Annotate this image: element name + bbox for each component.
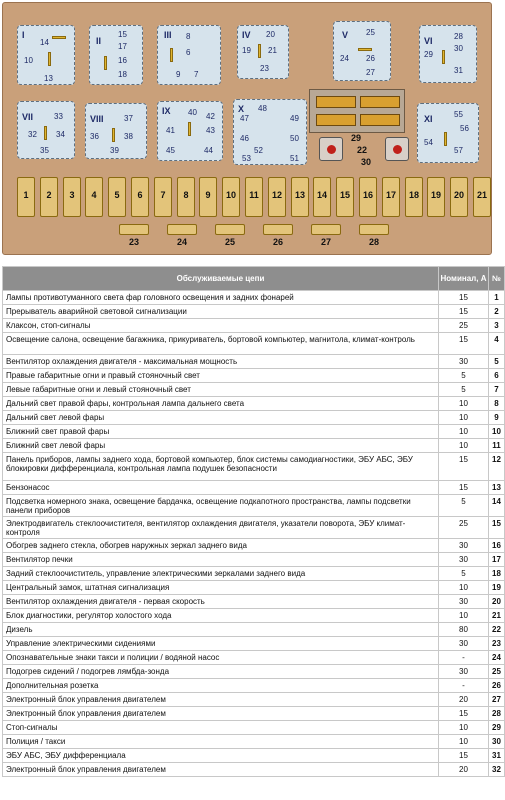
circuit-number: 30 <box>489 735 505 749</box>
circuit-nominal: 25 <box>439 319 489 333</box>
circuit-nominal: 15 <box>439 481 489 495</box>
circuit-nominal: 10 <box>439 721 489 735</box>
relay-label: II <box>96 36 102 46</box>
fuse-label: 7 <box>160 190 166 200</box>
circuit-nominal: 30 <box>439 355 489 369</box>
relay-label: XI <box>424 114 433 124</box>
circuit-number: 21 <box>489 609 505 623</box>
fuse-label: 5 <box>114 190 120 200</box>
relay-button <box>385 137 409 161</box>
circuit-number: 8 <box>489 397 505 411</box>
relay-label: IX <box>162 106 171 116</box>
circuit-number: 4 <box>489 333 505 355</box>
circuit-name: Дополнительная розетка <box>3 679 439 693</box>
fuse-label: 21 <box>476 190 487 200</box>
relay-2 <box>89 25 143 85</box>
relay-contact <box>52 36 66 39</box>
circuit-nominal: 10 <box>439 397 489 411</box>
circuit-name: Клаксон, стоп-сигналы <box>3 319 439 333</box>
table-row <box>3 453 505 481</box>
table-row <box>3 707 505 721</box>
circuit-nominal: 80 <box>439 623 489 637</box>
relay-contact <box>442 50 445 64</box>
table-row <box>3 355 505 369</box>
relay-pin: 50 <box>290 134 299 143</box>
circuit-name: Панель приборов, лампы заднего хода, бортовой компьютер, блок системы самодиагностики, ЭБУ АБС, ЭБУ блокировки дифференциала, контрольная лампа подушек безопасности <box>3 453 439 481</box>
circuit-nominal: 5 <box>439 567 489 581</box>
circuit-nominal: 25 <box>439 517 489 539</box>
circuit-number: 18 <box>489 567 505 581</box>
circuit-name: Дизель <box>3 623 439 637</box>
relay-pin: 51 <box>290 154 299 163</box>
relay-pin: 34 <box>56 130 65 139</box>
power-fuse-block <box>309 89 405 133</box>
circuit-nominal: 15 <box>439 749 489 763</box>
relay-label: III <box>164 30 172 40</box>
circuit-nominal: 10 <box>439 411 489 425</box>
circuit-nominal: 10 <box>439 581 489 595</box>
table-row <box>3 637 505 651</box>
power-fuse <box>360 114 400 126</box>
relay-pin: 10 <box>24 56 33 65</box>
circuit-name: Освещение салона, освещение багажника, прикуриватель, бортовой компьютер, магнитола, климат-контроль <box>3 333 439 355</box>
relay-pin: 41 <box>166 126 175 135</box>
relay-6 <box>419 25 477 83</box>
fuse-label: 1 <box>23 190 29 200</box>
relay-contact <box>358 48 372 51</box>
relay-pin: 54 <box>424 138 433 147</box>
fuse-label: 23 <box>128 237 139 247</box>
relay-pin: 36 <box>90 132 99 141</box>
circuit-name: Бензонасос <box>3 481 439 495</box>
circuit-number: 23 <box>489 637 505 651</box>
relay-pin: 55 <box>454 110 463 119</box>
circuit-nominal: 30 <box>439 665 489 679</box>
relay-button <box>319 137 343 161</box>
relay-contact <box>170 48 173 62</box>
relay-pin: 6 <box>186 48 191 57</box>
circuit-number: 7 <box>489 383 505 397</box>
relay-pin: 15 <box>118 30 127 39</box>
table-row <box>3 383 505 397</box>
table-row <box>3 609 505 623</box>
circuit-name: Дальний свет левой фары <box>3 411 439 425</box>
circuit-nominal: 15 <box>439 333 489 355</box>
relay-pin: 48 <box>258 104 267 113</box>
circuit-name: Блок диагностики, регулятор холостого хода <box>3 609 439 623</box>
fuse-box-diagram <box>2 2 492 255</box>
circuit-nominal: 15 <box>439 291 489 305</box>
relay-3 <box>157 25 221 85</box>
circuit-number: 28 <box>489 707 505 721</box>
circuit-name: Полиция / такси <box>3 735 439 749</box>
circuit-nominal: 30 <box>439 595 489 609</box>
relay-label: V <box>342 30 349 40</box>
circuit-number: 9 <box>489 411 505 425</box>
relay-label: VIII <box>90 114 104 124</box>
circuit-number: 3 <box>489 319 505 333</box>
fuse-label: 12 <box>271 190 282 200</box>
fuse-label: 4 <box>91 190 97 200</box>
fuse-label: 15 <box>339 190 350 200</box>
relay-contact <box>258 44 261 58</box>
table-row <box>3 693 505 707</box>
relay-pin: 43 <box>206 126 215 135</box>
fuse-25 <box>215 224 245 235</box>
circuit-name: Вентилятор охлаждения двигателя - максимальная мощность <box>3 355 439 369</box>
circuit-name: Вентилятор печки <box>3 553 439 567</box>
relay-11 <box>417 103 479 163</box>
fuse-label: 2 <box>46 190 52 200</box>
circuit-number: 20 <box>489 595 505 609</box>
circuit-name: Задний стеклоочиститель, управление электрическими зеркалами заднего вида <box>3 567 439 581</box>
circuit-nominal: 20 <box>439 763 489 777</box>
relay-label: I <box>22 30 25 40</box>
circuit-name: Вентилятор охлаждения двигателя - первая скорость <box>3 595 439 609</box>
relay-7 <box>17 101 75 159</box>
circuit-nominal: 10 <box>439 735 489 749</box>
power-fuse <box>316 96 356 108</box>
circuit-name: Прерыватель аварийной световой сигнализации <box>3 305 439 319</box>
table-row <box>3 369 505 383</box>
circuits-table <box>2 266 505 777</box>
circuit-name: Левые габаритные огни и левый стояночный свет <box>3 383 439 397</box>
circuit-number: 1 <box>489 291 505 305</box>
relay-pin: 9 <box>176 70 181 79</box>
relay-pin: 24 <box>340 54 349 63</box>
fuse-label: 20 <box>453 190 464 200</box>
circuit-number: 27 <box>489 693 505 707</box>
relay-pin: 47 <box>240 114 249 123</box>
block-label: 22 <box>357 145 368 155</box>
table-row <box>3 567 505 581</box>
table-row <box>3 539 505 553</box>
power-fuse <box>316 114 356 126</box>
circuit-nominal: 10 <box>439 425 489 439</box>
fuse-27 <box>311 224 341 235</box>
circuit-name: Ближний свет правой фары <box>3 425 439 439</box>
table-row <box>3 665 505 679</box>
relay-pin: 19 <box>242 46 251 55</box>
fuse-label: 6 <box>137 190 143 200</box>
circuit-number: 19 <box>489 581 505 595</box>
circuit-number: 11 <box>489 439 505 453</box>
relay-pin: 31 <box>454 66 463 75</box>
circuit-number: 16 <box>489 539 505 553</box>
block-label: 29 <box>351 133 362 143</box>
circuit-nominal: 15 <box>439 453 489 481</box>
circuit-name: Электронный блок управления двигателем <box>3 693 439 707</box>
table-row <box>3 763 505 777</box>
circuit-name: Центральный замок, штатная сигнализация <box>3 581 439 595</box>
relay-pin: 14 <box>40 38 49 47</box>
circuit-number: 6 <box>489 369 505 383</box>
table-row <box>3 425 505 439</box>
relay-contact <box>444 132 447 146</box>
power-fuse <box>360 96 400 108</box>
fuse-label: 10 <box>225 190 236 200</box>
fuse-label: 19 <box>430 190 441 200</box>
fuse-28 <box>359 224 389 235</box>
relay-pin: 42 <box>206 112 215 121</box>
relay-pin: 40 <box>188 108 197 117</box>
relay-10 <box>233 99 307 165</box>
fuse-label: 8 <box>183 190 189 200</box>
fuse-label: 24 <box>176 237 187 247</box>
circuit-name: Электродвигатель стеклоочистителя, вентилятор охлаждения двигателя, указатели поворота, ЭБУ климат-контроля <box>3 517 439 539</box>
circuit-name: Опознавательные знаки такси и полиции / водяной насос <box>3 651 439 665</box>
relay-pin: 28 <box>454 32 463 41</box>
relay-pin: 33 <box>54 112 63 121</box>
relay-pin: 52 <box>254 146 263 155</box>
relay-pin: 7 <box>194 70 199 79</box>
circuit-name: Стоп-сигналы <box>3 721 439 735</box>
table-row <box>3 595 505 609</box>
relay-pin: 39 <box>110 146 119 155</box>
relay-pin: 53 <box>242 154 251 163</box>
circuit-number: 5 <box>489 355 505 369</box>
circuits-body <box>3 291 505 777</box>
table-row <box>3 553 505 567</box>
circuit-number: 32 <box>489 763 505 777</box>
fuse-label: 25 <box>224 237 235 247</box>
circuit-name: Электронный блок управления двигателем <box>3 763 439 777</box>
relay-pin: 23 <box>260 64 269 73</box>
relay-label: VII <box>22 112 34 122</box>
table-row <box>3 333 505 355</box>
relay-9 <box>157 101 223 161</box>
table-row <box>3 749 505 763</box>
circuit-nominal: - <box>439 651 489 665</box>
relay-pin: 57 <box>454 146 463 155</box>
circuit-name: Ближний свет левой фары <box>3 439 439 453</box>
relay-contact <box>48 52 51 66</box>
circuit-number: 26 <box>489 679 505 693</box>
circuit-nominal: 5 <box>439 383 489 397</box>
table-row <box>3 517 505 539</box>
header-nominal: Номинал, А <box>439 267 489 291</box>
table-row <box>3 581 505 595</box>
circuit-nominal: 20 <box>439 693 489 707</box>
table-row <box>3 397 505 411</box>
circuit-nominal: 10 <box>439 439 489 453</box>
circuit-name: Подсветка номерного знака, освещение бардачка, освещение подкапотного пространства, лампы подсветки панели приборов <box>3 495 439 517</box>
relay-5 <box>333 21 391 81</box>
circuit-nominal: 5 <box>439 369 489 383</box>
circuit-number: 2 <box>489 305 505 319</box>
circuit-name: Обогрев заднего стекла, обогрев наружных зеркал заднего вида <box>3 539 439 553</box>
relay-pin: 25 <box>366 28 375 37</box>
circuit-number: 22 <box>489 623 505 637</box>
relay-pin: 38 <box>124 132 133 141</box>
relay-label: IV <box>242 30 251 40</box>
circuit-name: ЭБУ АБС, ЭБУ дифференциала <box>3 749 439 763</box>
fuse-label: 26 <box>272 237 283 247</box>
relay-label: VI <box>424 36 433 46</box>
relay-contact <box>112 128 115 142</box>
fuse-24 <box>167 224 197 235</box>
fuse-label: 16 <box>362 190 373 200</box>
table-row <box>3 481 505 495</box>
relay-pin: 32 <box>28 130 37 139</box>
table-row <box>3 305 505 319</box>
circuit-name: Лампы противотуманного света фар головного освещения и задних фонарей <box>3 291 439 305</box>
fuse-label: 27 <box>320 237 331 247</box>
circuit-number: 24 <box>489 651 505 665</box>
relay-pin: 29 <box>424 50 433 59</box>
fuse-label: 18 <box>408 190 419 200</box>
circuit-name: Управление электрическими сидениями <box>3 637 439 651</box>
table-row <box>3 319 505 333</box>
table-header-row <box>3 267 505 291</box>
relay-4 <box>237 25 289 79</box>
relay-pin: 8 <box>186 32 191 41</box>
circuit-nominal: 10 <box>439 609 489 623</box>
relay-8 <box>85 103 147 159</box>
circuit-name: Правые габаритные огни и правый стояночный свет <box>3 369 439 383</box>
circuit-number: 12 <box>489 453 505 481</box>
circuit-number: 13 <box>489 481 505 495</box>
circuit-nominal: 30 <box>439 539 489 553</box>
circuit-name: Дальний свет правой фары, контрольная лампа дальнего света <box>3 397 439 411</box>
circuit-name: Подогрев сидений / подогрев лямбда-зонда <box>3 665 439 679</box>
table-row <box>3 623 505 637</box>
table-row <box>3 411 505 425</box>
header-number: № <box>489 267 505 291</box>
relay-1 <box>17 25 75 85</box>
relay-pin: 18 <box>118 70 127 79</box>
relay-pin: 20 <box>266 30 275 39</box>
fuse-label: 3 <box>69 190 75 200</box>
circuit-nominal: 15 <box>439 707 489 721</box>
block-label: 30 <box>361 157 372 167</box>
circuit-name: Электронный блок управления двигателем <box>3 707 439 721</box>
table-row <box>3 651 505 665</box>
table-row <box>3 291 505 305</box>
circuit-number: 17 <box>489 553 505 567</box>
fuse-label: 28 <box>368 237 379 247</box>
relay-pin: 44 <box>204 146 213 155</box>
relay-pin: 49 <box>290 114 299 123</box>
circuit-number: 15 <box>489 517 505 539</box>
table-row <box>3 495 505 517</box>
fuse-label: 13 <box>294 190 305 200</box>
fuse-label: 17 <box>385 190 396 200</box>
header-circuits: Обслуживаемые цепи <box>3 267 439 291</box>
relay-pin: 13 <box>44 74 53 83</box>
relay-pin: 21 <box>268 46 277 55</box>
fuse-label: 11 <box>249 190 259 200</box>
relay-pin: 30 <box>454 44 463 53</box>
relay-pin: 37 <box>124 114 133 123</box>
circuit-nominal: 15 <box>439 305 489 319</box>
table-row <box>3 721 505 735</box>
relay-pin: 45 <box>166 146 175 155</box>
relay-pin: 46 <box>240 134 249 143</box>
fuse-label: 9 <box>205 190 211 200</box>
relay-pin: 27 <box>366 68 375 77</box>
circuit-number: 31 <box>489 749 505 763</box>
relay-label: X <box>238 104 245 114</box>
fuse-label: 14 <box>316 190 327 200</box>
relay-contact <box>188 122 191 136</box>
table-row <box>3 439 505 453</box>
circuit-number: 14 <box>489 495 505 517</box>
circuit-nominal: 30 <box>439 553 489 567</box>
fuse-26 <box>263 224 293 235</box>
circuit-number: 25 <box>489 665 505 679</box>
relay-contact <box>104 56 107 70</box>
table-row <box>3 679 505 693</box>
circuit-nominal: 5 <box>439 495 489 517</box>
relay-pin: 17 <box>118 42 127 51</box>
circuit-number: 29 <box>489 721 505 735</box>
relay-pin: 35 <box>40 146 49 155</box>
table-row <box>3 735 505 749</box>
relay-pin: 26 <box>366 54 375 63</box>
relay-pin: 56 <box>460 124 469 133</box>
circuit-nominal: - <box>439 679 489 693</box>
relay-contact <box>44 126 47 140</box>
circuit-nominal: 30 <box>439 637 489 651</box>
relay-pin: 16 <box>118 56 127 65</box>
fuse-23 <box>119 224 149 235</box>
circuit-number: 10 <box>489 425 505 439</box>
